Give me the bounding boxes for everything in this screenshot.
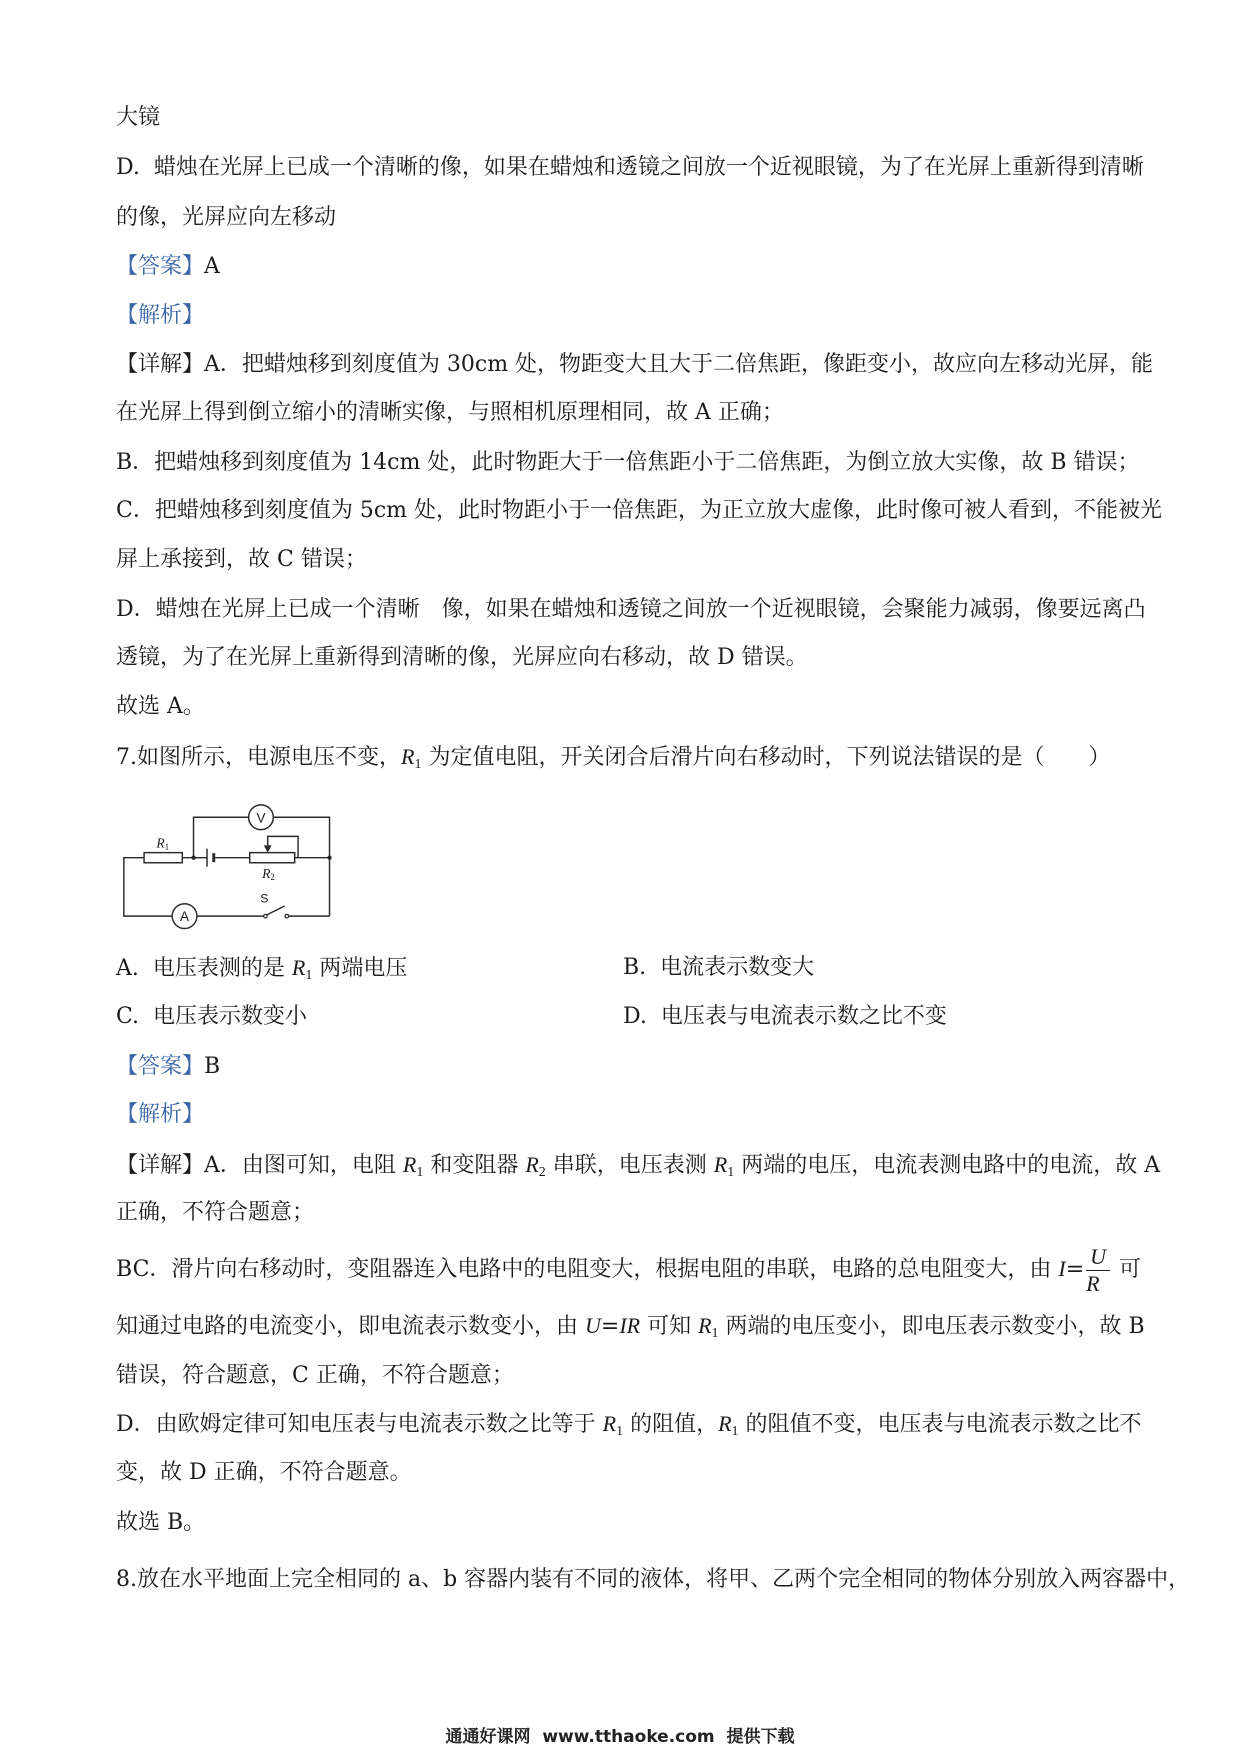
symbol-r: R [718, 1411, 732, 1436]
r1-label [155, 836, 169, 852]
symbol-r: R [698, 1313, 712, 1338]
detail-line [116, 1409, 1142, 1439]
stem-text: 为定值电阻，开关闭合后滑片向右移动时，下列说法错误的是（ ） [421, 745, 1111, 770]
prev-option-d: D. 蜡烛在光屏上已成一个清晰的像，如果在蜡烛和透镜之间放一个近视眼镜，为了在光屏上重新得到清晰 [116, 155, 1144, 180]
detail-line [116, 1361, 1132, 1391]
detail-line: B．把蜡烛移到刻度值为 14cm 处，此时物距大于一倍焦距小于二倍焦距，为倒立放大实像，故 B 错误； [116, 450, 1140, 475]
conclusion: 故选 B。 [116, 1510, 206, 1535]
symbol-r: R [401, 744, 415, 769]
answer-value: B [204, 1054, 221, 1079]
answer-label: 【答案】 [116, 254, 205, 279]
detail-text: 两端的电压变小，即电压表示数变小，故 B [718, 1314, 1145, 1339]
subscript: 1 [416, 1165, 424, 1180]
detail-line [116, 1150, 1161, 1180]
page-footer: 通通好课网 www.tthaoke.com 提供下载 [445, 1727, 795, 1747]
detail-text: 串联，电压表测 [545, 1153, 714, 1178]
detail-line: C．把蜡烛移到刻度值为 5cm 处，此时物距小于一倍焦距，为正立放大虚像，此时像可被人看到，不能被光 [116, 498, 1163, 523]
detail-text: 变，故 D 正确，不符合题意。 [116, 1460, 412, 1485]
option-a [116, 953, 596, 983]
subscript: 1 [616, 1424, 624, 1439]
symbol-i: I [1058, 1256, 1066, 1281]
switch-label: S [260, 891, 269, 906]
analysis-label: 【解析】 [116, 1102, 205, 1127]
detail-text: 两端的电压，电流表测电路中的电流，故 A [734, 1153, 1161, 1178]
option-c: C. 电压表示数变小 [116, 1004, 308, 1029]
subscript: 1 [164, 841, 170, 852]
detail-text: 和变阻器 [423, 1153, 526, 1178]
detail-line: 在光屏上得到倒立缩小的清晰实像，与照相机原理相同，故 A 正确； [116, 400, 784, 425]
equals-sign: = [600, 1314, 620, 1339]
option-d: D. 电压表与电流表示数之比不变 [623, 1004, 947, 1029]
symbol-r: R [525, 1152, 539, 1177]
subscript: 1 [711, 1326, 719, 1341]
detail-text: 【详解】A．由图可知，电阻 [116, 1153, 403, 1178]
detail-line: 透镜，为了在光屏上重新得到清晰的像，光屏应向右移动，故 D 错误。 [116, 645, 808, 670]
conclusion: 故选 A。 [116, 694, 205, 719]
r2-label [261, 866, 275, 882]
detail-text: 知通过电路的电流变小，即电流表示数变小，由 [116, 1314, 585, 1339]
resistor-r1 [144, 853, 182, 863]
detail-line [116, 1240, 1142, 1298]
q7-answer-line [116, 1052, 1132, 1082]
detail-line [116, 1311, 1145, 1341]
detail-text: 的阻值， [623, 1412, 719, 1437]
stem-text: 7.如图所示，电源电压不变， [116, 745, 401, 770]
symbol-r: R [291, 955, 306, 980]
ammeter-label: A [180, 909, 190, 925]
slider-arrow-icon [264, 845, 272, 852]
circuit-diagram [118, 797, 332, 933]
option-b: B. 电流表示数变大 [623, 955, 815, 980]
subscript: 1 [731, 1424, 739, 1439]
detail-text: 的阻值不变，电压表与电流表示数之比不 [738, 1412, 1142, 1437]
wire [124, 858, 172, 916]
fraction [1086, 1244, 1110, 1297]
option-text: A. 电压表测的是 [116, 956, 292, 981]
wire [194, 817, 249, 857]
symbol-ir: IR [619, 1313, 641, 1338]
symbol-r: R [602, 1411, 617, 1436]
prev-answer-line [116, 252, 1132, 282]
detail-line: 屏上承接到，故 C 错误； [116, 547, 367, 572]
subscript: 2 [270, 872, 275, 883]
symbol-r: R [402, 1152, 417, 1177]
voltmeter-label: V [256, 810, 266, 826]
symbol-u: U [585, 1313, 601, 1338]
answer-value: A [204, 254, 220, 279]
detail-line: D．蜡烛在光屏上已成一个清晰 像，如果在蜡烛和透镜之间放一个近视眼镜，会聚能力减弱，像要远离凸 [116, 597, 1146, 622]
fraction-denominator: R [1086, 1270, 1100, 1296]
q8-stem: 8.放在水平地面上完全相同的 a、b 容器内装有不同的液体，将甲、乙两个完全相同的物体分别放入两容器中， [116, 1567, 1191, 1592]
prev-option-d-continuation: 大镜 [116, 105, 161, 130]
wire [273, 817, 329, 916]
subscript: 1 [305, 968, 313, 983]
rheostat-r2 [250, 853, 295, 863]
subscript: 1 [727, 1165, 735, 1180]
symbol-r: R [713, 1152, 728, 1177]
subscript: 2 [538, 1165, 546, 1180]
symbol-r: R [262, 865, 271, 881]
detail-text: 正确，不符合题意； [116, 1200, 315, 1225]
q7-stem [116, 742, 1132, 772]
option-text: 两端电压 [312, 956, 408, 981]
answer-label: 【答案】 [116, 1054, 205, 1079]
symbol-r: R [156, 835, 165, 851]
detail-text: D．由欧姆定律可知电压表与电流表示数之比等于 [116, 1412, 603, 1437]
junction-dot [191, 856, 195, 860]
switch-contact [285, 914, 289, 918]
detail-text: BC．滑片向右移动时，变阻器连入电路中的电阻变大，根据电阻的串联，电路的总电阻变大，由 [116, 1257, 1059, 1282]
fraction-numerator: U [1086, 1244, 1110, 1271]
equals-sign: = [1065, 1257, 1085, 1282]
detail-line [116, 1458, 1132, 1488]
prev-option-d-end: 的像，光屏应向左移动 [116, 205, 337, 230]
subscript: 1 [414, 757, 422, 772]
detail-text: 错误，符合题意，C 正确，不符合题意； [116, 1363, 514, 1388]
detail-text: 可 [1112, 1257, 1142, 1282]
switch-lever [267, 906, 285, 915]
analysis-label: 【解析】 [116, 303, 205, 328]
detail-line [116, 1198, 1132, 1228]
detail-line: 【详解】A．把蜡烛移到刻度值为 30cm 处，物距变大且大于二倍焦距，像距变小，故应向左移动光屏，能 [116, 352, 1154, 377]
detail-text: 可知 [640, 1314, 699, 1339]
junction-dot [327, 856, 331, 860]
